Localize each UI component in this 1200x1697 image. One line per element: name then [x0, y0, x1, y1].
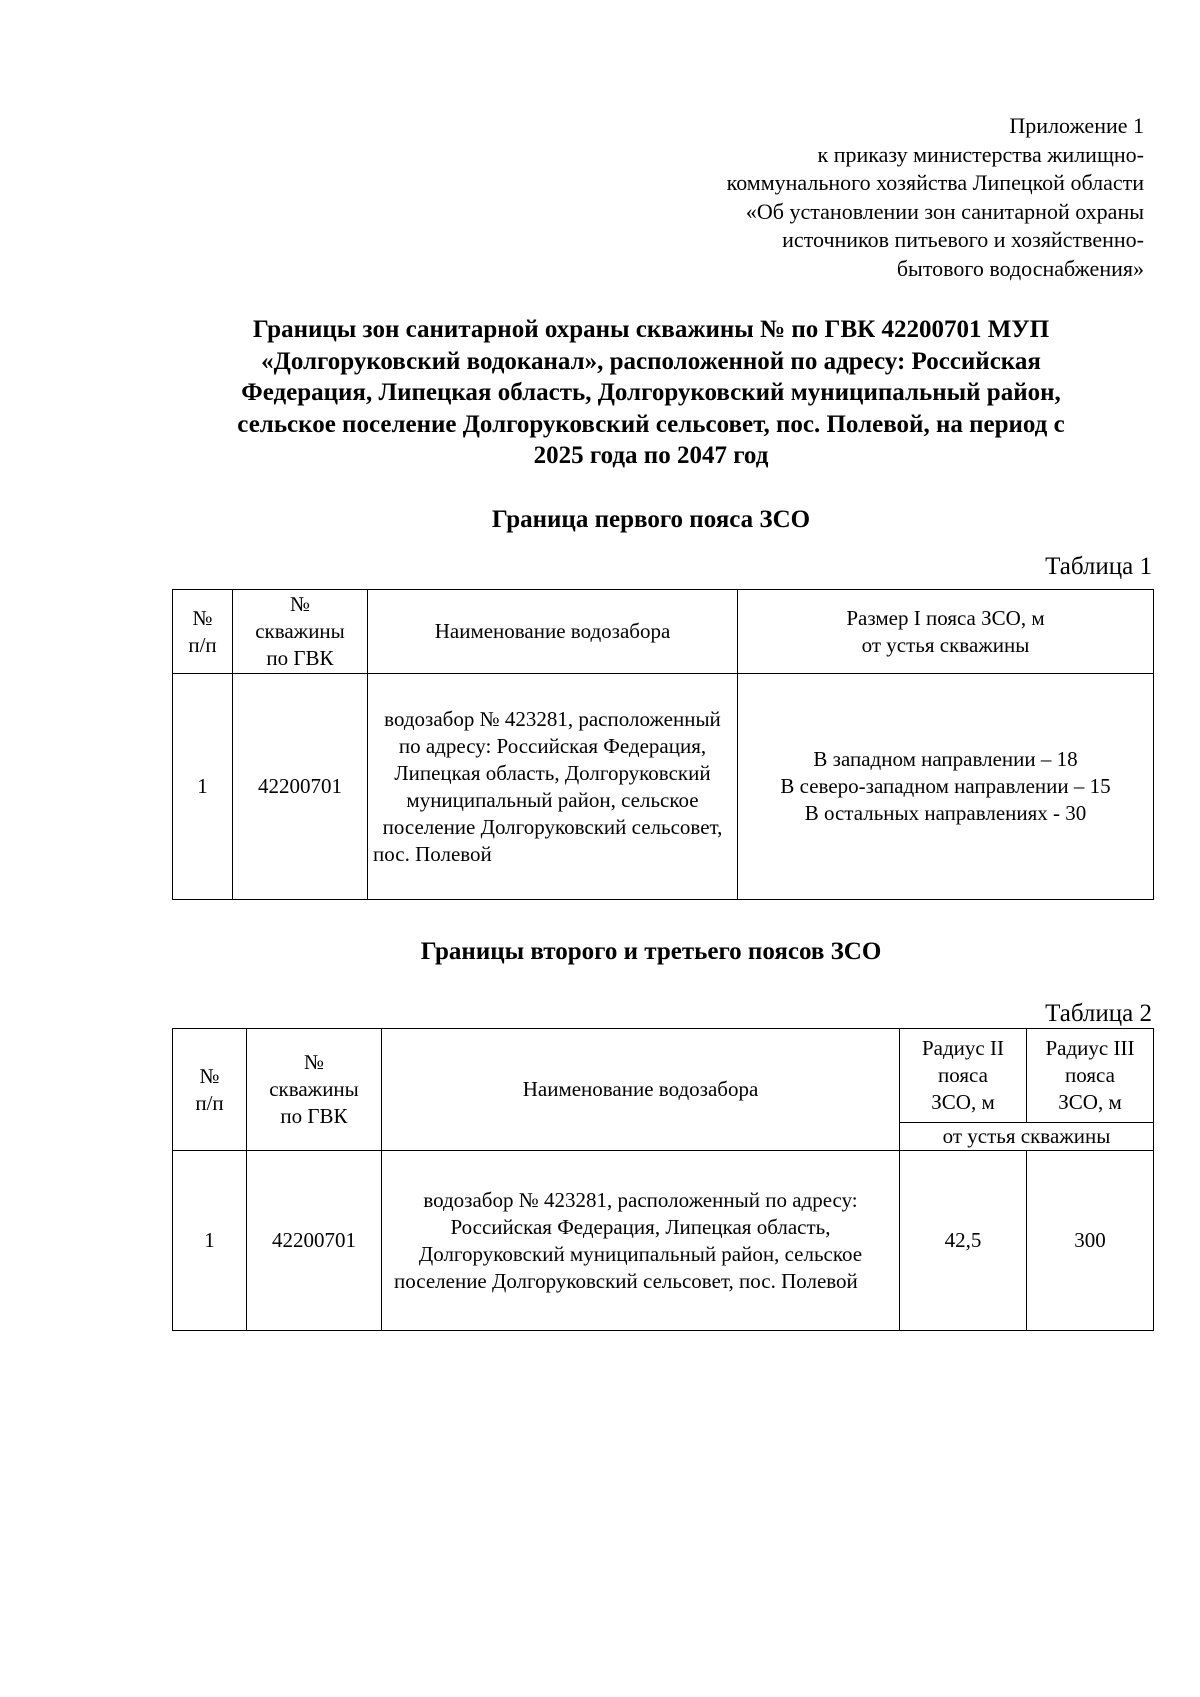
appendix-line: «Об установлении зон санитарной охраны [745, 198, 1144, 224]
title-line: «Долгоруковский водоканал», расположенной по адресу: Российская [261, 347, 1041, 375]
appendix-line: к приказу министерства жилищно- [817, 141, 1144, 167]
table-first-zone [172, 589, 1154, 900]
header-name: Наименование водозабора [382, 1029, 900, 1151]
table-header-row [173, 1029, 1154, 1123]
header-name: Наименование водозабора [368, 590, 738, 674]
appendix-line: источников питьевого и хозяйственно- [782, 227, 1144, 252]
header-num: № п/п [173, 1029, 247, 1151]
header-radius-3: Радиус III пояса ЗСО, м [1027, 1029, 1154, 1123]
table1-label: Таблица 1 [1045, 553, 1152, 580]
table-second-third-zone [172, 1028, 1154, 1331]
cell-name: водозабор № 423281, расположенный по адресу: Российская Федерация, Липецкая область, Долгоруковский муниципальный район, сельское поселение Долгоруковский сельсовет, пос. Полевой [368, 674, 738, 900]
cell-name: водозабор № 423281, расположенный по адресу: Российская Федерация, Липецкая область, Долгоруковский муниципальный район, сельское поселение Долгоруковский сельсовет, пос. Полевой [382, 1151, 900, 1331]
appendix-line: коммунального хозяйства Липецкой области [726, 170, 1144, 195]
title-line: сельское поселение Долгоруковский сельсовет, пос. Полевой, на период с [237, 410, 1065, 438]
appendix-line: Приложение 1 [1009, 113, 1144, 138]
cell-num: 1 [173, 674, 233, 900]
section2-heading: Границы второго и третьего поясов ЗСО [420, 938, 882, 965]
header-num: № п/п [173, 590, 233, 674]
header-radius-2: Радиус II пояса ЗСО, м [900, 1029, 1027, 1123]
appendix-line: бытового водоснабжения» [896, 255, 1144, 281]
title-line: Границы зон санитарной охраны скважины № по ГВК 42200701 МУП [252, 316, 1050, 343]
table-row [173, 1151, 1154, 1331]
header-from-wellhead: от устья скважины [900, 1123, 1154, 1151]
table2-label: Таблица 2 [1045, 1000, 1152, 1027]
cell-well: 42200701 [247, 1151, 382, 1331]
document-title [172, 314, 1130, 472]
table-row [173, 674, 1154, 900]
cell-size: В западном направлении – 18 В северо-западном направлении – 15 В остальных направлениях - 30 [738, 674, 1154, 900]
table-header-row [173, 590, 1154, 674]
cell-radius-3: 300 [1027, 1151, 1154, 1331]
cell-radius-2: 42,5 [900, 1151, 1027, 1331]
header-size: Размер I пояса ЗСО, м от устья скважины [738, 590, 1154, 674]
cell-well: 42200701 [233, 674, 368, 900]
title-line: Федерация, Липецкая область, Долгоруковский муниципальный район, [241, 379, 1061, 406]
header-well: № скважины по ГВК [247, 1029, 382, 1151]
title-line: 2025 года по 2047 год [533, 442, 769, 469]
cell-num: 1 [173, 1151, 247, 1331]
header-well: № скважины по ГВК [233, 590, 368, 674]
appendix-note [600, 112, 1144, 283]
section1-heading: Граница первого пояса ЗСО [491, 506, 811, 533]
